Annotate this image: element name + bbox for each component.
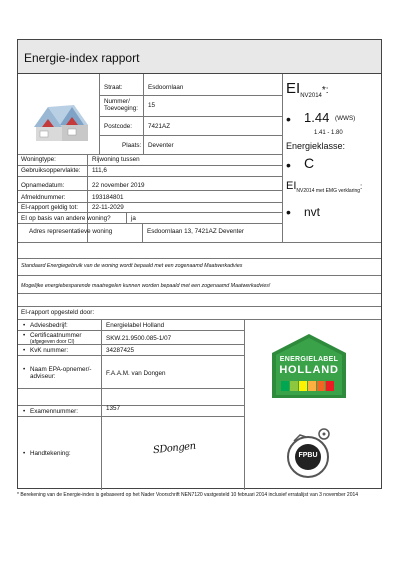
detail-label: EI-rapport geldig tot: (21, 204, 79, 211)
report-header (18, 40, 381, 74)
bedrijf-label: Adviesbedrijf: (30, 322, 68, 329)
logo-line1: ENERGIELABEL (279, 356, 339, 363)
plaats-label: Plaats: (122, 142, 142, 149)
fpbu-text: FPBU (298, 452, 318, 459)
detail-value: Rijwoning tussen (92, 156, 140, 163)
detail-value: 22-11-2029 (92, 204, 124, 211)
bullet-icon: • (23, 450, 26, 457)
footnote: * Berekening van de Energie-index is gebaseerd op het Nader Voorschrift NEN7120 vastgesteld 10 februari 2014 inclusief erratalijst van 3 november 2014 (17, 492, 359, 498)
fpbu-seal (284, 427, 332, 479)
cert-sub: (afgegeven door CI) (30, 339, 75, 345)
bedrijf-value: Energielabel Holland (106, 322, 165, 329)
examen-value: 1357 (106, 405, 121, 412)
other-basis-label: EI op basis van andere woning? (21, 215, 111, 222)
advisor-section-label: EI-rapport opgesteld door: (21, 309, 95, 316)
bullet-icon: • (23, 366, 26, 373)
logo-line2: HOLLAND (279, 364, 339, 376)
standard-note: Standaard Energiegebruik van de woning wordt bepaald met een zogenaamd Maatwerkadvies (21, 263, 243, 269)
house-icon (28, 97, 94, 143)
emg-heading: $EI_{NV2014 met EMG verklaring}$: (286, 180, 363, 195)
page-title: Energie-index rapport (24, 51, 140, 65)
detail-value: 193184801 (92, 194, 124, 201)
bullet-icon: • (286, 111, 291, 127)
cert-label: Certificaatnummer (30, 332, 82, 339)
detail-label: Woningtype: (21, 156, 56, 163)
straat-value: Esdoornlaan (148, 84, 184, 91)
ei-range: 1.41 - 1.80 (314, 130, 343, 136)
report-page (17, 39, 382, 489)
energielabel-logo (271, 333, 347, 399)
straat-label: Straat: (104, 84, 123, 91)
detail-label: Opnamedatum: (21, 182, 65, 189)
detail-value: 111,6 (92, 167, 107, 174)
measures-note: Mogelijke energiebesparende maatregelen kunnen worden bepaald met een zogenaamd Maatwerkadvies! (21, 283, 271, 289)
detail-value: 22 november 2019 (92, 182, 145, 189)
detail-label: Afmeldnummer: (21, 194, 66, 201)
ei-value: 1.44 (304, 110, 330, 125)
bullet-icon: • (286, 204, 291, 220)
klasse-value: C (304, 155, 315, 171)
bullet-icon: • (23, 332, 26, 339)
klasse-label: Energieklasse: (286, 141, 346, 151)
postcode-label: Postcode: (104, 123, 133, 130)
postcode-value: 7421AZ (148, 123, 171, 130)
bullet-icon: • (286, 157, 291, 173)
plaats-value: Deventer (148, 142, 174, 149)
other-basis-value: ja (131, 215, 136, 222)
representative-label: Adres representatieve woning (29, 228, 113, 235)
detail-label: Gebruiksoppervlakte: (21, 167, 81, 174)
bullet-icon: • (23, 322, 26, 329)
bullet-icon: • (23, 408, 26, 415)
ei-unit: (WWS) (335, 115, 356, 122)
handtekening-label: Handtekening: (30, 450, 71, 457)
naam-label: Naam EPA-opnemer/-adviseur: (30, 366, 92, 381)
naam-value: F.A.A.M. van Dongen (106, 370, 166, 377)
ei-heading: $EI_{NV2014}*$: (286, 80, 329, 99)
examen-label: Examennummer: (30, 408, 78, 415)
nummer-value: 15 (148, 102, 156, 109)
representative-value: Esdoornlaan 13, 7421AZ Deventer (147, 228, 244, 235)
kvk-value: 34287425 (106, 347, 135, 354)
bullet-icon: • (23, 347, 26, 354)
emg-value: nvt (304, 205, 321, 219)
cert-value: SKW.21.9500.085-1/07 (106, 335, 172, 342)
kvk-label: KvK nummer: (30, 347, 69, 354)
nummer-label: Nummer/ Toevoeging: (104, 98, 138, 113)
signature: SDongen (152, 440, 197, 457)
